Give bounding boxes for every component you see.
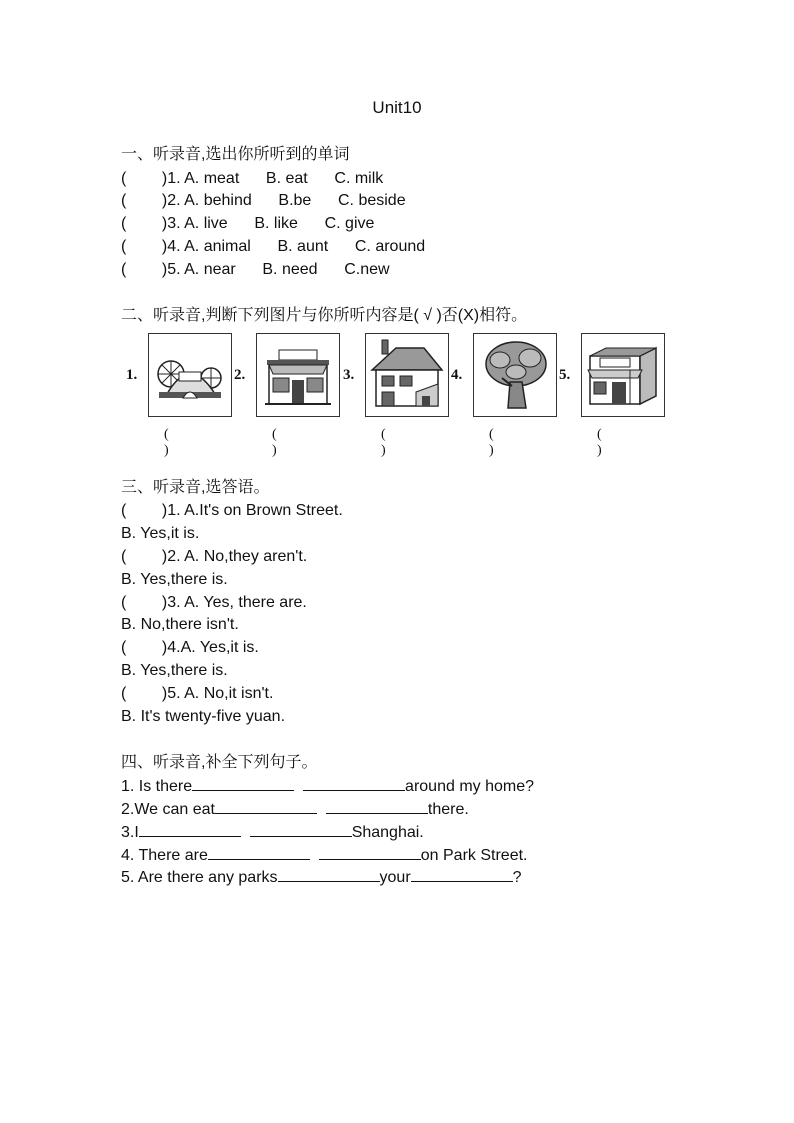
picture-number: 4. xyxy=(451,367,463,383)
section2-heading: 二、听录音,判断下列图片与你所听内容是( √ )否(X)相符。 xyxy=(121,307,528,324)
sentence-text: there. xyxy=(427,801,469,818)
section3-question: ( )3. A. Yes, there are. xyxy=(121,594,307,611)
sentence-text: your xyxy=(379,869,411,886)
supermarket-icon xyxy=(581,333,665,417)
sentence-text: on Park Street. xyxy=(420,847,528,864)
fill-sentence-2 xyxy=(121,799,469,820)
sentence-text: 5. Are there any parks xyxy=(121,869,278,886)
sentence-text: Shanghai. xyxy=(351,824,424,841)
section3-heading: 三、听录音,选答语。 xyxy=(121,479,270,496)
sentence-text: 1. Is there xyxy=(121,778,193,795)
answer-parentheses: ( ) xyxy=(489,427,494,458)
amusement-park-icon xyxy=(148,333,232,417)
section3-option: B. It's twenty-five yuan. xyxy=(121,708,286,725)
tree-icon xyxy=(473,333,557,417)
sentence-text: ? xyxy=(512,869,522,886)
fill-sentence-5 xyxy=(121,867,522,888)
answer-parentheses: ( ) xyxy=(272,427,277,458)
picture-number: 5. xyxy=(559,367,571,383)
blank-line[interactable] xyxy=(208,845,310,860)
blank-line[interactable] xyxy=(192,776,294,791)
section3-question: ( )5. A. No,it isn't. xyxy=(121,685,274,702)
picture-number: 2. xyxy=(234,367,246,383)
picture-row xyxy=(126,333,686,458)
section1-item: ( )5. A. near B. need C.new xyxy=(121,261,390,278)
fill-sentence-1 xyxy=(121,776,534,797)
house-icon xyxy=(365,333,449,417)
section3-question: ( )4.A. Yes,it is. xyxy=(121,639,259,656)
worksheet-title: Unit10 xyxy=(372,98,422,117)
section3-option: B. No,there isn't. xyxy=(121,616,239,633)
restaurant-icon xyxy=(256,333,340,417)
blank-line[interactable] xyxy=(319,845,421,860)
fill-sentence-3 xyxy=(121,822,424,843)
blank-line[interactable] xyxy=(250,822,352,837)
blank-line[interactable] xyxy=(215,799,317,814)
picture-number: 3. xyxy=(343,367,355,383)
blank-line[interactable] xyxy=(411,867,513,882)
blank-line[interactable] xyxy=(278,867,380,882)
section1-item: ( )1. A. meat B. eat C. milk xyxy=(121,170,384,187)
section1-item: ( )4. A. animal B. aunt C. around xyxy=(121,238,426,255)
section1-item: ( )2. A. behind B.be C. beside xyxy=(121,192,406,209)
fill-sentence-4 xyxy=(121,845,527,866)
answer-parentheses: ( ) xyxy=(381,427,386,458)
sentence-text: 4. There are xyxy=(121,847,208,864)
answer-parentheses: ( ) xyxy=(597,427,602,458)
blank-line[interactable] xyxy=(326,799,428,814)
blank-line[interactable] xyxy=(139,822,241,837)
picture-number: 1. xyxy=(126,367,138,383)
sentence-text: around my home? xyxy=(405,778,535,795)
answer-parentheses: ( ) xyxy=(164,427,169,458)
section4-heading: 四、听录音,补全下列句子。 xyxy=(121,754,318,771)
section1-item: ( )3. A. live B. like C. give xyxy=(121,215,375,232)
section3-option: B. Yes,there is. xyxy=(121,662,228,679)
sentence-text: 2.We can eat xyxy=(121,801,215,818)
section3-option: B. Yes,it is. xyxy=(121,525,200,542)
section3-question: ( )2. A. No,they aren't. xyxy=(121,548,308,565)
sentence-text: 3.I xyxy=(121,824,139,841)
section1-heading: 一、听录音,选出你所听到的单词 xyxy=(121,146,350,163)
section3-question: ( )1. A.It's on Brown Street. xyxy=(121,502,343,519)
section3-option: B. Yes,there is. xyxy=(121,571,228,588)
blank-line[interactable] xyxy=(303,776,405,791)
